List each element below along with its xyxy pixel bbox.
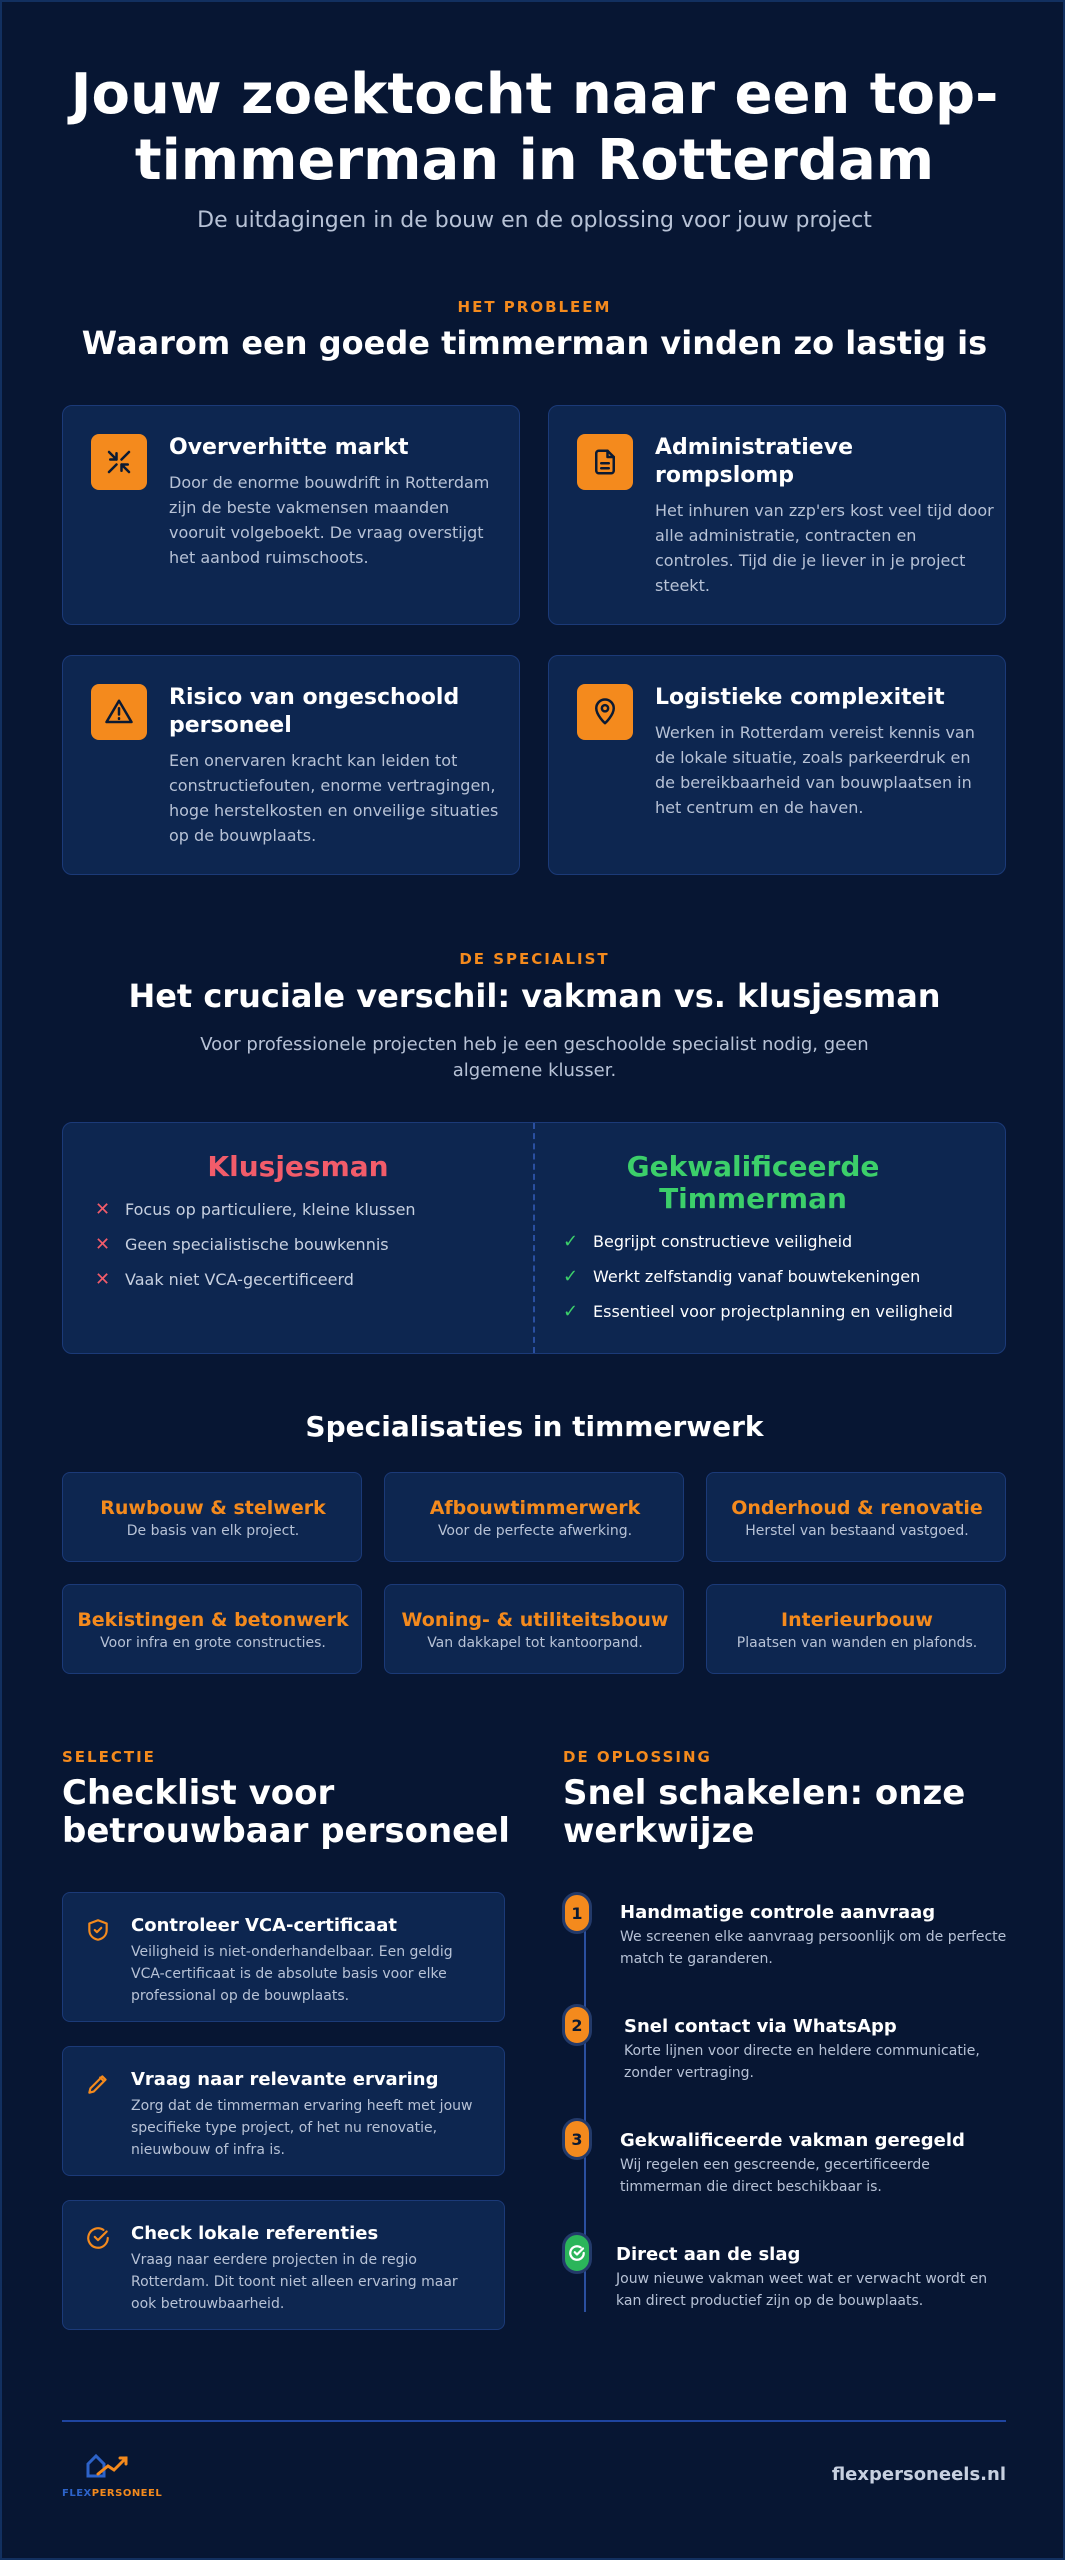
klusjesman-item: ✕ Vaak niet VCA-gecertificeerd bbox=[95, 1269, 354, 1290]
step-title: Gekwalificeerde vakman geregeld bbox=[620, 2130, 965, 2151]
timmerman-item: ✓ Werkt zelfstandig vanaf bouwtekeningen bbox=[563, 1266, 921, 1287]
map-pin-icon bbox=[577, 684, 633, 740]
klusjesman-item: ✕ Focus op particuliere, kleine klussen bbox=[95, 1199, 416, 1220]
cross-icon: ✕ bbox=[95, 1269, 111, 1290]
website-link[interactable]: flexpersoneels.nl bbox=[831, 2464, 1006, 2485]
problem-eyebrow: HET PROBLEEM bbox=[457, 298, 612, 316]
company-logo[interactable]: FLEXPERSONEEL bbox=[62, 2450, 162, 2500]
cross-icon: ✕ bbox=[95, 1199, 111, 1220]
specialisations-heading: Specialisaties in timmerwerk bbox=[305, 1410, 764, 1443]
card-text: Door de enorme bouwdrift in Rotterdam zijn de beste vakmensen maanden vooruit volgeboekt. De vraag overstijgt het aanbod ruimschoots. bbox=[169, 473, 490, 567]
step-number: 2 bbox=[562, 2004, 592, 2046]
timmerman-item: ✓ Begrijpt constructieve veiligheid bbox=[563, 1231, 853, 1252]
check-circle-icon bbox=[85, 2225, 111, 2255]
step-text: Jouw nieuwe vakman weet wat er verwacht wordt en kan direct productief zijn op de bouwplaats. bbox=[616, 2271, 988, 2309]
checkmark-icon: ✓ bbox=[563, 1301, 579, 1322]
comparison-panel bbox=[62, 1122, 1006, 1354]
card-title: Administratieve rompslomp bbox=[655, 435, 853, 488]
card-text: Een onervaren kracht kan leiden tot constructiefouten, enorme vertragingen, hoge herstelkosten en onveilige situaties op de bouwplaats. bbox=[169, 751, 499, 845]
checklist-item: Controleer VCA-certificaat Veiligheid is niet-onderhandelbaar. Een geldig VCA-certificaat is de absolute basis voor elke professional op de bouwplaats. bbox=[62, 1892, 505, 2022]
shield-check-icon bbox=[85, 1917, 111, 1947]
card-text: Werken in Rotterdam vereist kennis van de lokale situatie, zoals parkeerdruk en de bereikbaarheid van bouwplaatsen in het centrum en de haven. bbox=[655, 723, 975, 817]
specialisation-card: Interieurbouw Plaatsen van wanden en plafonds. bbox=[706, 1584, 1006, 1674]
solution-heading: Snel schakelen: onze werkwijze bbox=[563, 1773, 966, 1851]
footer-divider bbox=[62, 2420, 1006, 2422]
checklist-heading: Checklist voor betrouwbaar personeel bbox=[62, 1773, 510, 1851]
specialisation-card: Woning- & utiliteitsbouw Van dakkapel tot kantoorpand. bbox=[384, 1584, 684, 1674]
card-title: Logistieke complexiteit bbox=[655, 685, 945, 710]
shrink-arrows-icon bbox=[91, 434, 147, 490]
card-text: Het inhuren van zzp'ers kost veel tijd door alle administratie, contracten en controles. Tijd die je liever in je project steekt. bbox=[655, 501, 994, 595]
document-icon bbox=[577, 434, 633, 490]
checklist-eyebrow: SELECTIE bbox=[62, 1748, 156, 1766]
problem-card bbox=[548, 655, 1006, 875]
problem-heading: Waarom een goede timmerman vinden zo lastig is bbox=[81, 324, 988, 362]
timmerman-title: Gekwalificeerde Timmerman bbox=[626, 1150, 880, 1215]
step-title: Direct aan de slag bbox=[616, 2244, 801, 2265]
solution-eyebrow: DE OPLOSSING bbox=[563, 1748, 712, 1766]
page-subtitle: De uitdagingen in de bouw en de oplossing voor jouw project bbox=[197, 208, 872, 233]
check-step-icon bbox=[562, 2232, 592, 2274]
specialist-subtitle: Voor professionele projecten heb je een geschoolde specialist nodig, geen algemene klusser. bbox=[200, 1034, 869, 1081]
problem-card bbox=[62, 655, 520, 875]
card-title: Risico van ongeschoold personeel bbox=[169, 685, 460, 738]
timmerman-item: ✓ Essentieel voor projectplanning en veiligheid bbox=[563, 1301, 953, 1322]
specialist-eyebrow: DE SPECIALIST bbox=[459, 950, 610, 968]
specialisation-card: Ruwbouw & stelwerk De basis van elk project. bbox=[62, 1472, 362, 1562]
pencil-icon bbox=[85, 2071, 111, 2101]
checklist-item: Check lokale referenties Vraag naar eerdere projecten in de regio Rotterdam. Dit toont niet alleen ervaring maar ook betrouwbaarheid. bbox=[62, 2200, 505, 2330]
step-text: Korte lijnen voor directe en heldere communicatie, zonder vertraging. bbox=[624, 2043, 980, 2081]
comparison-divider bbox=[533, 1123, 535, 1353]
specialisation-card: Bekistingen & betonwerk Voor infra en grote constructies. bbox=[62, 1584, 362, 1674]
klusjesman-title: Klusjesman bbox=[207, 1150, 389, 1183]
specialisation-card: Afbouwtimmerwerk Voor de perfecte afwerking. bbox=[384, 1472, 684, 1562]
page-title: Jouw zoektocht naar een top- timmerman in Rotterdam bbox=[70, 62, 999, 193]
specialist-heading: Het cruciale verschil: vakman vs. klusjesman bbox=[128, 977, 941, 1015]
step-text: We screenen elke aanvraag persoonlijk om de perfecte match te garanderen. bbox=[620, 1929, 1007, 1967]
card-title: Oververhitte markt bbox=[169, 435, 409, 460]
checkmark-icon: ✓ bbox=[563, 1266, 579, 1287]
checkmark-icon: ✓ bbox=[563, 1231, 579, 1252]
problem-card bbox=[548, 405, 1006, 625]
step-text: Wij regelen een gescreende, gecertificeerde timmerman die direct beschikbaar is. bbox=[620, 2157, 930, 2195]
step-title: Snel contact via WhatsApp bbox=[624, 2016, 897, 2037]
checklist-item: Vraag naar relevante ervaring Zorg dat de timmerman ervaring heeft met jouw specifieke type project, of het nu renovatie, nieuwbouw of infra is. bbox=[62, 2046, 505, 2176]
step-number: 3 bbox=[562, 2118, 592, 2160]
klusjesman-item: ✕ Geen specialistische bouwkennis bbox=[95, 1234, 389, 1255]
warning-icon bbox=[91, 684, 147, 740]
specialisation-card: Onderhoud & renovatie Herstel van bestaand vastgoed. bbox=[706, 1472, 1006, 1562]
cross-icon: ✕ bbox=[95, 1234, 111, 1255]
problem-card bbox=[62, 405, 520, 625]
logo-mark-icon bbox=[62, 2450, 162, 2484]
step-title: Handmatige controle aanvraag bbox=[620, 1902, 936, 1923]
step-number: 1 bbox=[562, 1892, 592, 1934]
